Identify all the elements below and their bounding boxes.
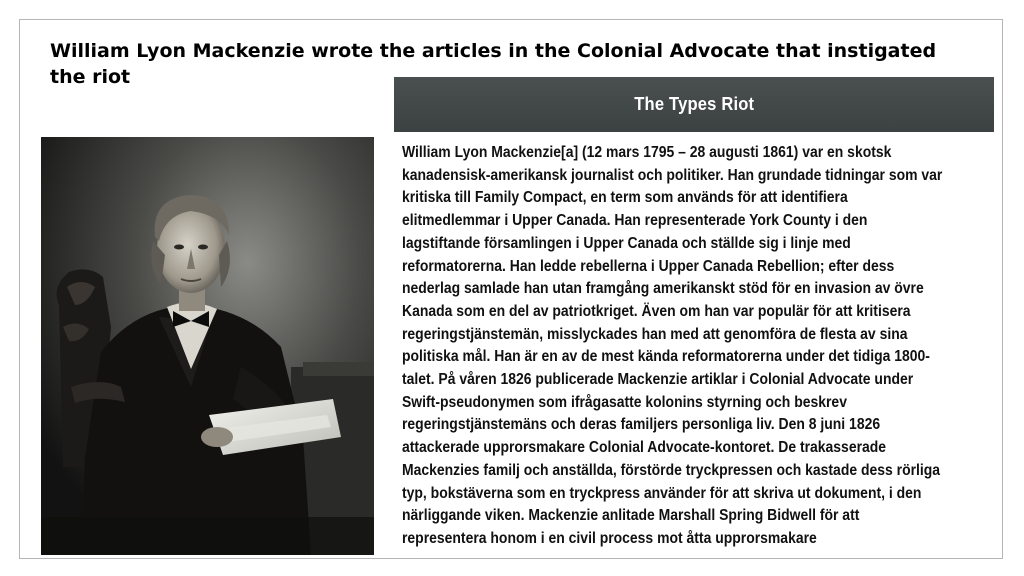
body-paragraph: William Lyon Mackenzie[a] (12 mars 1795 – 28 augusti 1861) var en skotsk kanadensisk-amerikansk journalist och politiker. Han grundade tidningar som var kritiska till Family Compact, en term som används för att identifiera elitmedlemmar i Upper Canada. Han representerade York County i den lagstiftande församlingen i Upper Canada och ställde sig i linje med reformatorerna. Han ledde rebellerna i Upper Canada Rebellion; efter dess nederlag samlade han utan framgång amerikanskt stöd för en invasion av övre Kanada som en del av patriotkriget. Även om han var populär för att kritisera regeringstjänstemän, misslyckades han med att genomföra de flesta av sina politiska mål. Han är en av de mest kända reformatorerna under det tidiga 1800-talet. På våren 1826 publicerade Mackenzie artiklar i Colonial Advocate under Swift-pseudonymen som ifrågasatte kolonins styrning och beskrev regeringstjänstemäns och deras familjers personliga liv. Den 8 juni 1826 attackerade upprorsmakare Colonial Advocate-kontoret. De trakasserade Mackenzies familj och anställda, förstörde tryckpressen och kastade dess rörliga typ, bokstäverna som en tryckpress använder för att skriva ut dokument, i den närliggande viken. Mackenzie anlitade Marshall Spring Bidwell för att representera honom i en civil process mot åtta upprorsmakare <box>402 144 943 547</box>
portrait-photo <box>41 137 374 555</box>
slide <box>19 19 1003 559</box>
slide-title: William Lyon Mackenzie wrote the articles in the Colonial Advocate that instigated the riot <box>50 40 937 88</box>
portrait-illustration <box>41 137 374 555</box>
title-banner <box>394 77 994 132</box>
banner-label: The Types Riot <box>633 94 755 114</box>
